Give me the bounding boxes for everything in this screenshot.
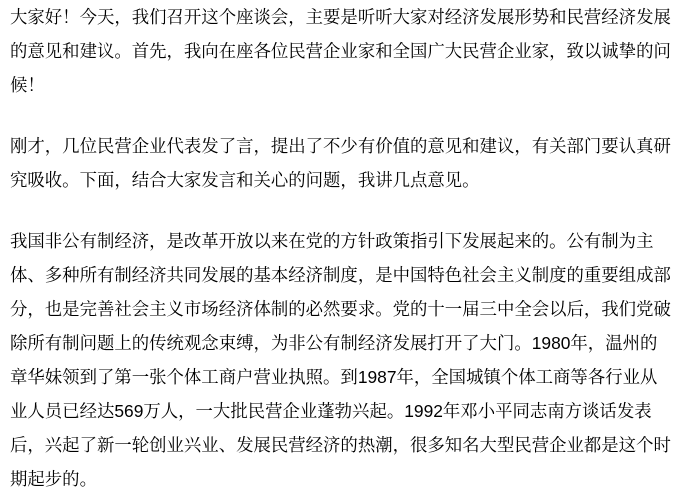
paragraph-greeting: 大家好！今天，我们召开这个座谈会，主要是听听大家对经济发展形势和民营经济发展的意见和建议。首先，我向在座各位民营企业家和全国广大民营企业家，致以诚挚的问候！ bbox=[10, 7, 671, 95]
paragraph-private-economy-history: 我国非公有制经济，是改革开放以来在党的方针政策指引下发展起来的。公有制为主体、多种所有制经济共同发展的基本经济制度，是中国特色社会主义制度的重要组成部分，也是完善社会主义市场经济体制的必然要求。党的十一届三中全会以后，我们党破除所有制问题上的传统观念束缚，为非公有制经济发展打开了大门。1980年，温州的章华妹领到了第一张个体工商户营业执照。到1987年，全国城镇个体工商等各行业从业人员已经达569万人，一大批民营企业蓬勃兴起。1992年邓小平同志南方谈话发表后，兴起了新一轮创业兴业、发展民营经济的热潮，很多知名大型民营企业都是这个时期起步的。 bbox=[10, 231, 671, 489]
paragraph-acknowledgement: 刚才，几位民营企业代表发了言，提出了不少有价值的意见和建议，有关部门要认真研究吸收。下面，结合大家发言和关心的问题，我讲几点意见。 bbox=[10, 136, 671, 190]
